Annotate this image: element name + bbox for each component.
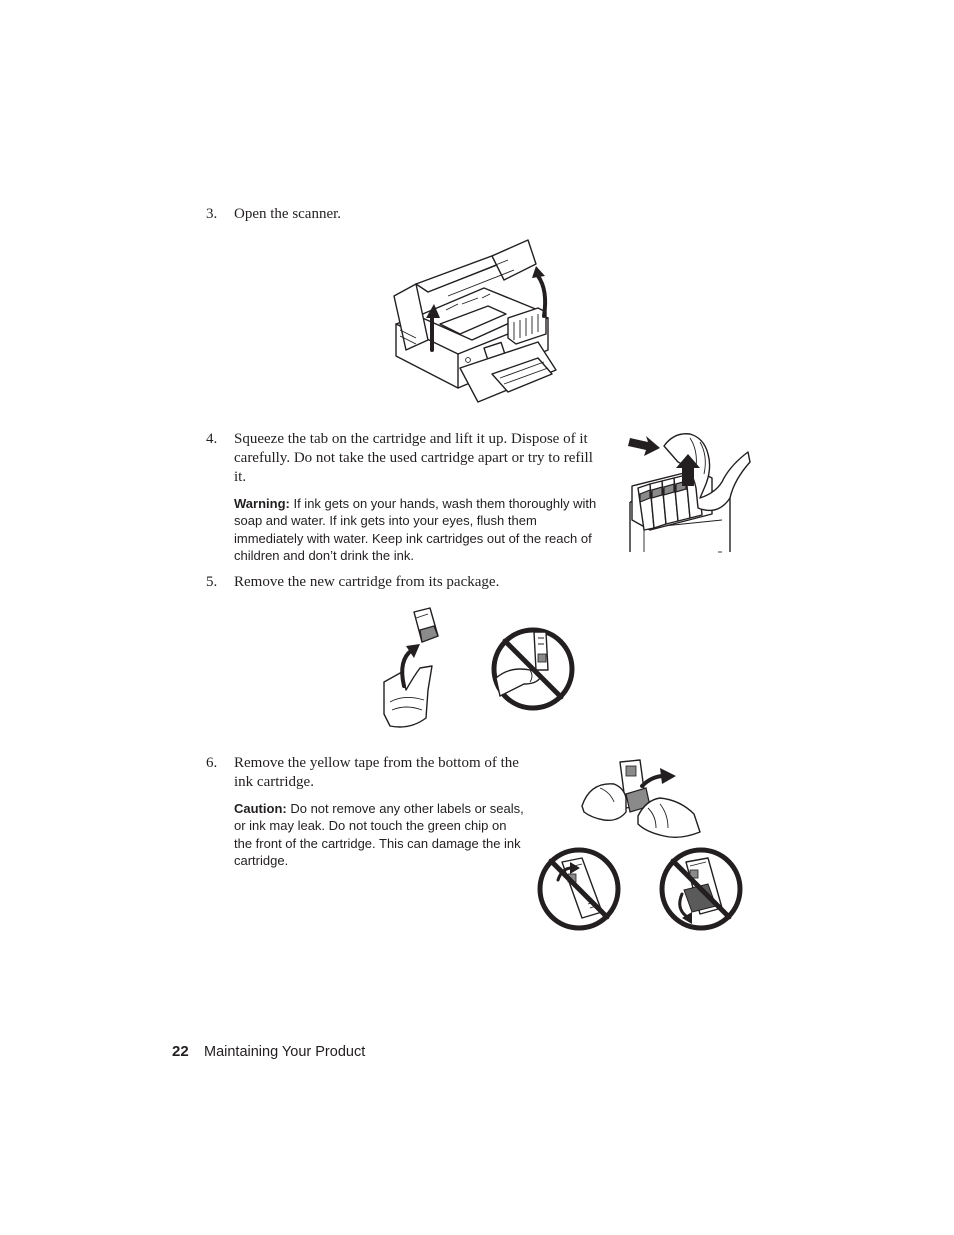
step-4-number: 4. [206, 431, 218, 447]
step-3-text: Open the scanner. [234, 206, 342, 222]
warning-note [234, 495, 602, 564]
step-6-text: Remove the yellow tape from the bottom of the ink cartridge. [234, 755, 519, 790]
warning-text: If ink gets on your hands, wash them thoroughly with soap and water. If ink gets into your eyes, flush them immediately with water. Keep ink cartridges out of the reach of children and don’t drink the ink. [234, 496, 597, 563]
unpack-cartridge-illustration [380, 606, 444, 734]
warning-label: Warning: [234, 496, 290, 511]
prohibited-touch-chip-icon [490, 626, 576, 712]
remove-cartridge-illustration [626, 428, 752, 554]
remove-tape-illustration [580, 758, 704, 840]
printer-open-scanner-illustration [388, 238, 568, 410]
step-3-number: 3. [206, 206, 218, 222]
section-title: Maintaining Your Product [204, 1044, 366, 1060]
step-5-text: Remove the new cartridge from its package. [234, 574, 500, 590]
page-number: 22 [172, 1043, 189, 1060]
step-6-number: 6. [206, 755, 218, 771]
step-4-text: Squeeze the tab on the cartridge and lift it up. Dispose of it carefully. Do not take the used cartridge apart or try to refill it. [234, 431, 593, 485]
caution-note [234, 800, 526, 869]
step-5-number: 5. [206, 574, 218, 590]
prohibited-remove-seal-icon [658, 846, 744, 932]
prohibited-remove-label-icon [536, 846, 622, 932]
caution-text: Do not remove any other labels or seals, or ink may leak. Do not touch the green chip on the front of the cartridge. This can damage the ink cartridge. [234, 801, 524, 868]
caution-label: Caution: [234, 801, 287, 816]
